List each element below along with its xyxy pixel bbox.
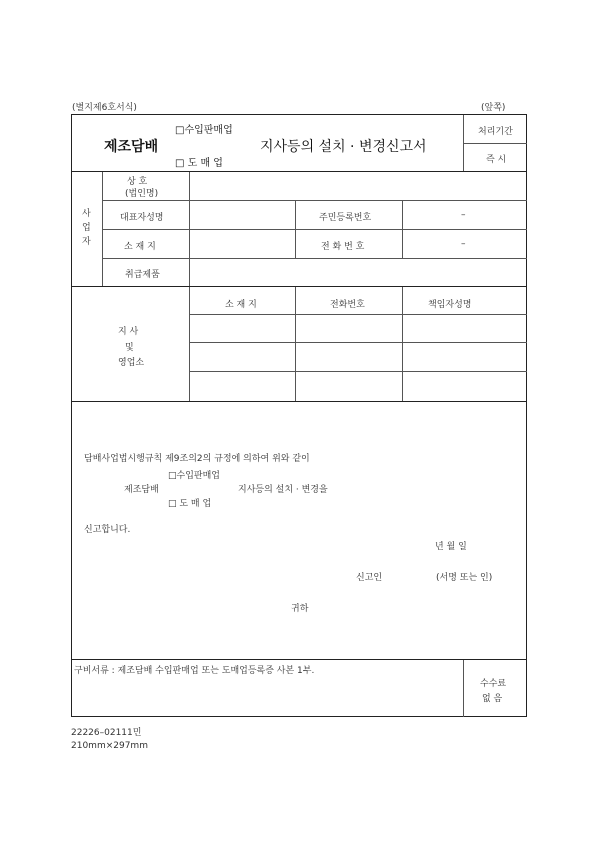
trade-name-label: 상 호 <box>127 177 148 187</box>
corporate-name-label: (법인명) <box>125 189 159 199</box>
fee-label: 수수료 <box>480 679 507 689</box>
title-option-wholesale: □ 도 매 업 <box>175 158 223 169</box>
signature-label: (서명 또는 인) <box>436 573 493 583</box>
location-label: 소 재 지 <box>124 242 156 252</box>
branch-column-manager: 책임자성명 <box>428 300 472 310</box>
representative-label: 대표자성명 <box>120 213 164 223</box>
form-number: (별지제6호서식) <box>72 103 137 113</box>
statement-suffix: 지사등의 설치 · 변경을 <box>238 485 328 495</box>
phone-label: 전 화 번 호 <box>321 242 365 252</box>
title-main: 제조담배 <box>104 139 159 155</box>
form-code: 22226–02111민 <box>71 728 142 738</box>
statement-report: 신고합니다. <box>84 525 131 535</box>
statement-option-import: □수입판매업 <box>168 471 220 481</box>
branch-section-label-3: 영업소 <box>118 358 145 368</box>
branch-column-location: 소 재 지 <box>225 300 257 310</box>
processing-period-label: 처리기간 <box>478 127 513 137</box>
reporter-label: 신고인 <box>356 573 383 583</box>
report-form <box>71 114 527 717</box>
products-label: 취급제품 <box>125 270 160 280</box>
processing-period-value: 즉 시 <box>486 155 507 165</box>
title-option-import: □수입판매업 <box>175 125 233 136</box>
page-side-label: (앞쪽) <box>481 103 506 113</box>
branch-section-label-1: 지 사 <box>118 327 139 337</box>
statement-option-wholesale: □ 도 매 업 <box>168 499 212 509</box>
phone-dash: – <box>461 239 466 249</box>
branch-section-label-2: 및 <box>125 343 134 353</box>
applicant-section-label: 사 업 자 <box>82 209 91 247</box>
statement-main: 제조담배 <box>124 485 159 495</box>
statement-line: 담배사업법시행규칙 제9조의2의 규정에 의하여 위와 같이 <box>84 454 310 464</box>
date-line: 년 월 일 <box>435 542 467 552</box>
resident-number-dash: – <box>461 210 466 220</box>
required-documents: 구비서류 : 제조담배 수입판매업 또는 도매업등록증 사본 1부. <box>74 666 315 676</box>
paper-size: 210mm×297mm <box>71 741 148 751</box>
branch-column-phone: 전화번호 <box>330 300 365 310</box>
recipient-label: 귀하 <box>291 604 309 614</box>
title-suffix: 지사등의 설치 · 변경신고서 <box>260 139 427 155</box>
resident-number-label: 주민등록번호 <box>319 213 372 223</box>
fee-value: 없 음 <box>482 694 503 704</box>
